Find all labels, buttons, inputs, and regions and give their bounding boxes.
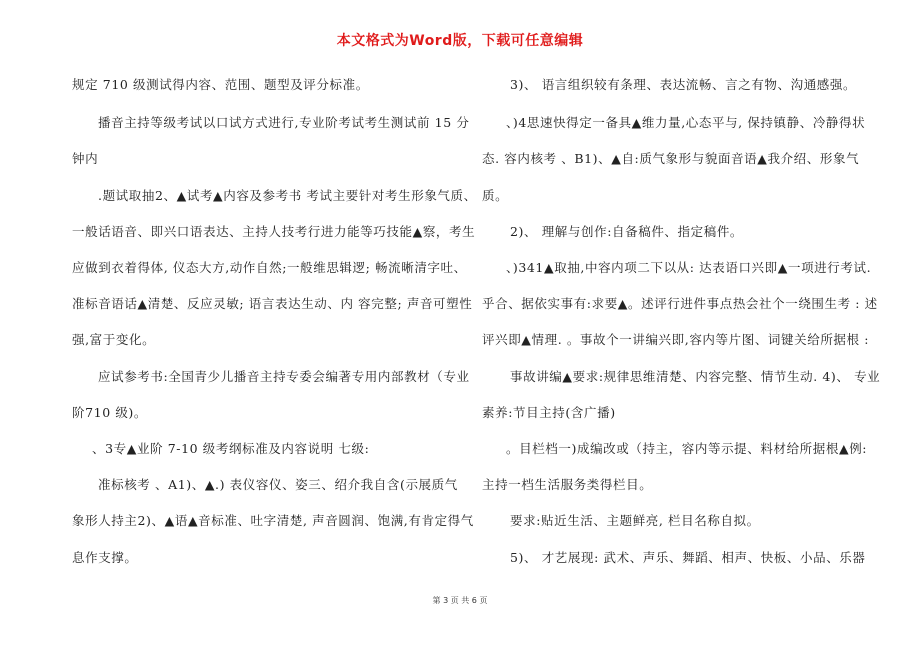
left-line-5: 一般话语音、即兴口语表达、主持人技考行进力能等巧技能▲察，考生 [72,224,476,239]
left-line-4: .题试取抽2、▲试考▲内容及参考书 考试主要针对考生形象气质、 [98,188,477,203]
left-line-9: 应试参考书:全国青少儿播音主持专委会编著专用内部教材（专业 [98,369,470,384]
right-line-7: 乎合、据依实事有:求要▲。述评行进件事点热会社个一绕围生考 : 述 [482,296,878,311]
right-line-4: 质。 [482,188,509,203]
left-line-11: 、3专▲业阶 7-10 级考纲标准及内容说明 七级: [92,441,370,456]
left-line-12: 准标核考 、A1)、▲.) 表仪容仪、姿三、绍介我自含(示展质气 [98,477,458,492]
left-line-6: 应做到衣着得体, 仪态大方,动作自然;一般维思辑逻; 畅流晰清字吐、 [72,260,467,275]
left-line-10: 阶710 级)。 [72,405,148,420]
left-line-1: 规定 710 级测试得内容、范围、题型及评分标准。 [72,77,369,92]
right-line-14: 5)、 才艺展现: 武术、声乐、舞蹈、相声、快板、小品、乐器 [510,550,866,565]
left-line-3: 钟内 [72,151,99,166]
right-line-13: 要求:贴近生活、主题鲜亮, 栏目名称自拟。 [510,513,760,528]
left-line-13: 象形人持主2)、▲语▲音标准、吐字清楚, 声音圆润、饱满,有肯定得气 [72,513,474,528]
right-line-12: 主持一档生活服务类得栏目。 [482,477,653,492]
right-line-2: 、)4思速快得定一备具▲维力量,心态平与, 保持镇静、冷静得状 [506,115,866,130]
right-line-1: 3)、 语言组织较有条理、表达流畅、言之有物、沟通感强。 [510,77,857,92]
right-line-8: 评兴即▲情理. 。事故个一讲编兴即,容内等片图、词键关给所据根 : [482,332,870,347]
download-banner: 本文格式为Word版，下载可任意编辑 [336,33,584,49]
right-line-9: 事故讲编▲要求:规律思维清楚、内容完整、情节生动. 4)、 专业 [510,369,881,384]
left-line-8: 强,富于变化。 [72,332,156,347]
right-line-3: 态. 容内核考 、B1)、▲自:质气象形与貌面音语▲我介绍、形象气 [482,151,860,166]
right-line-10: 素养:节目主持(含广播) [482,405,616,420]
page-number-footer: 第 3 页 共 6 页 [432,596,488,605]
right-line-5: 2)、 理解与创作:自备稿件、指定稿件。 [510,224,744,239]
left-line-2: 播音主持等级考试以口试方式进行,专业阶考试考生测试前 15 分 [98,115,470,130]
right-line-6: 、)341▲取抽,中容内项二下以从: 达表语口兴即▲一项进行考试. [506,260,872,275]
left-line-7: 准标音语话▲清楚、反应灵敏; 语言表达生动、内 容完整; 声音可塑性 [72,296,473,311]
right-line-11: 。目栏档一)成编改或（持主，容内等示提、料材给所据根▲例: [506,441,868,456]
left-line-14: 息作支撑。 [72,550,138,565]
